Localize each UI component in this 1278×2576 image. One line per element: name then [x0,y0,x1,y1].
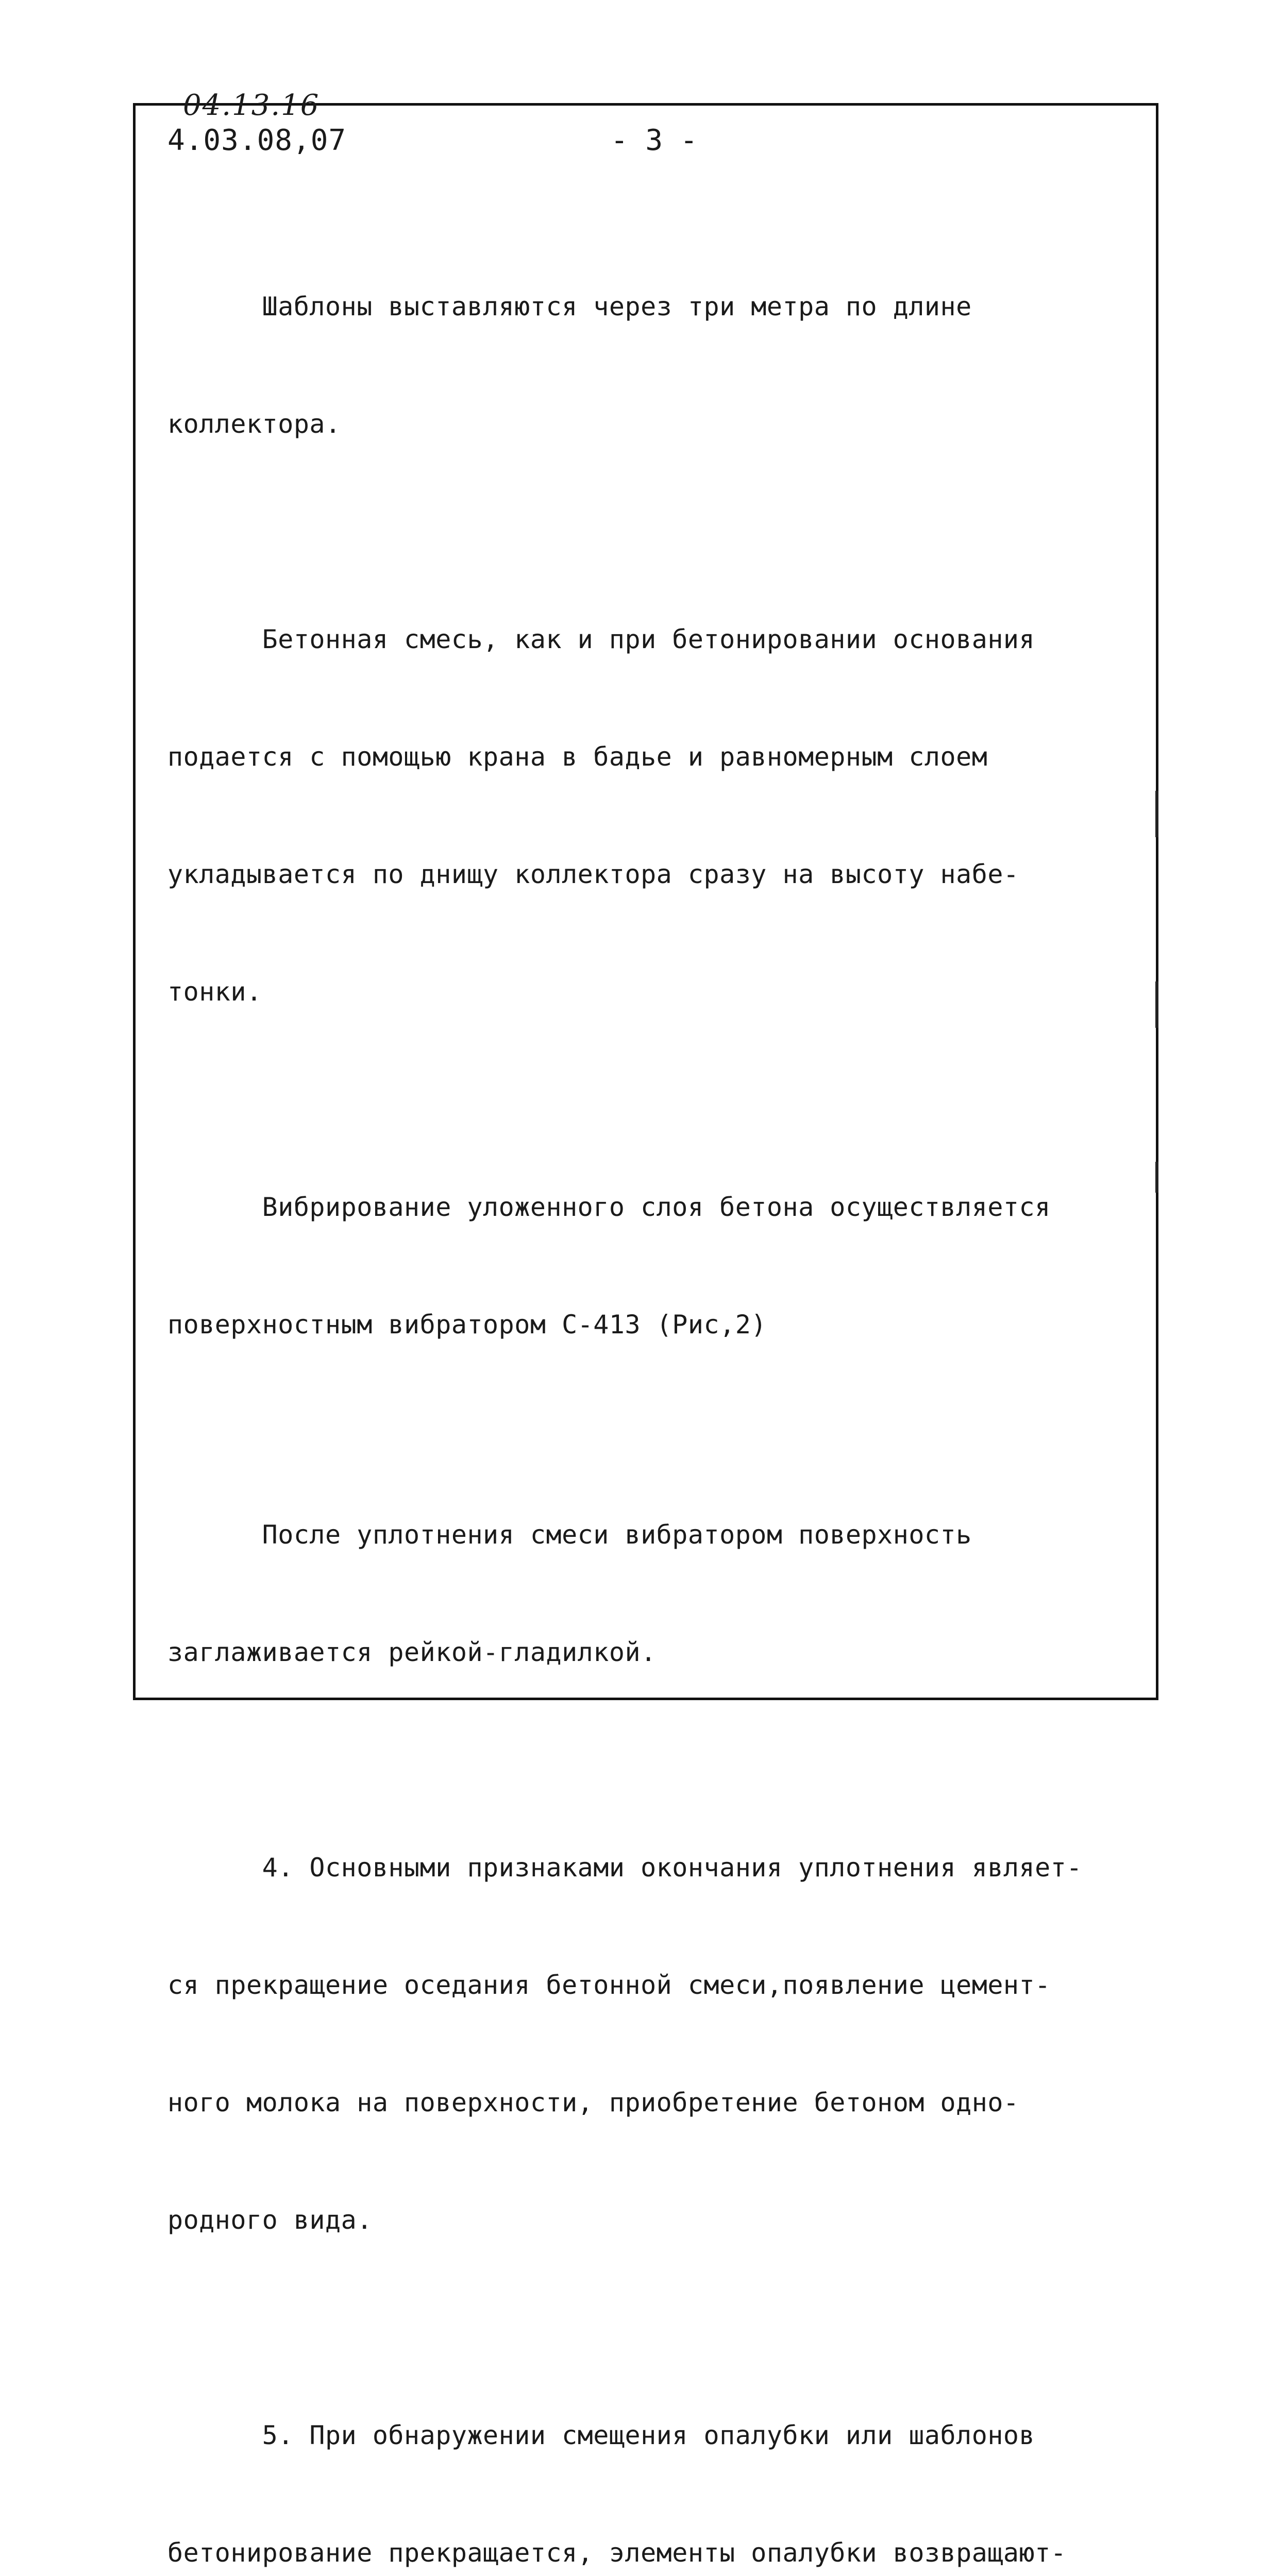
text-line: ного молока на поверхности, приобретение бетоном одно- [167,2088,1019,2117]
paragraph-templates [167,209,1162,522]
paragraph-smoothing [167,1437,1162,1750]
paragraph-vibration [167,1109,1162,1422]
text-line: После уплотнения смеси вибратором поверхность [167,1520,972,1550]
paragraph-concrete-mix [167,541,1162,1090]
text-line: 4. Основными признаками окончания уплотнения являет- [167,1853,1082,1883]
text-line: Бетонная смесь, как и при бетонировании основания [167,624,1035,654]
text-line: укладывается по днищу коллектора сразу на высоту набе- [167,859,1019,889]
text-line: ся прекращение оседания бетонной смеси,появление цемент- [167,1970,1051,2000]
text-line: заглаживается рейкой-гладилкой. [167,1637,657,1667]
paragraph-item-5 [167,2337,1162,2576]
text-line: подается с помощью крана в бадье и равномерным слоем [167,742,988,772]
text-line: тонки. [167,977,262,1007]
text-line: 5. При обнаружении смещения опалубки или шаблонов [167,2420,1035,2450]
text-line: Вибрирование уложенного слоя бетона осуществляется [167,1192,1051,1222]
text-line: Шаблоны выставляются через три метра по длине [167,292,972,321]
document-code: 4.03.08,07 [167,124,347,157]
text-line: коллектора. [167,409,341,439]
text-line: родного вида. [167,2205,373,2235]
paragraph-item-4 [167,1770,1162,2318]
text-line: бетонирование прекращается, элементы опалубки возвращают- [167,2538,1067,2568]
page-number: - 3 - [611,124,698,157]
text-line: поверхностным вибратором С-413 (Рис,2) [167,1310,767,1340]
handwritten-note: 04.13.16 [183,89,320,122]
body-text [167,209,1162,2576]
